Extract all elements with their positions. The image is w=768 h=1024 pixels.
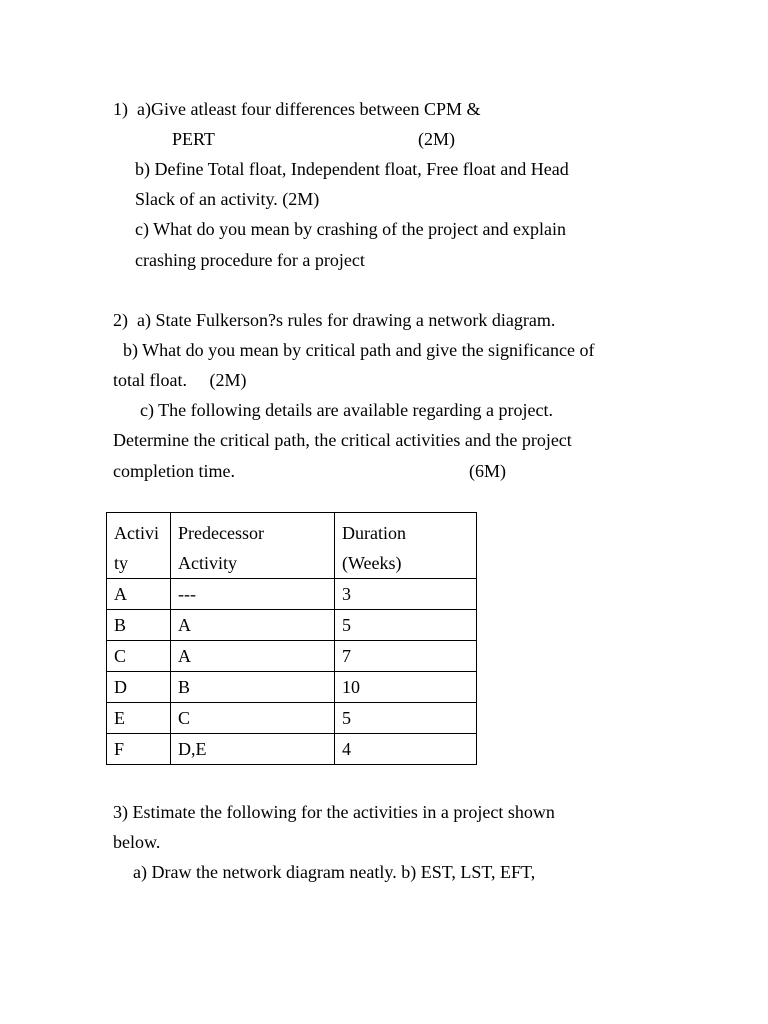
header-predecessor-line2: Activity — [178, 553, 237, 573]
cell-activity: F — [107, 734, 171, 765]
table-row — [107, 672, 477, 703]
cell-activity: B — [107, 610, 171, 641]
q3-line2: below. — [113, 832, 161, 852]
q1-a-marks: (2M) — [418, 129, 455, 149]
cell-predecessor: A — [171, 610, 335, 641]
header-duration-line2: (Weeks) — [342, 553, 402, 573]
q2-b-line1: b) What do you mean by critical path and give the significance of — [123, 340, 595, 360]
cell-duration: 5 — [335, 703, 477, 734]
cell-predecessor: C — [171, 703, 335, 734]
q1-b-line1: b) Define Total float, Independent float, Free float and Head — [135, 159, 569, 179]
cell-predecessor: D,E — [171, 734, 335, 765]
cell-predecessor: B — [171, 672, 335, 703]
q2-c-marks: (6M) — [469, 461, 506, 481]
cell-activity: D — [107, 672, 171, 703]
q1-b-line2: Slack of an activity. (2M) — [135, 189, 320, 209]
cell-duration: 10 — [335, 672, 477, 703]
cell-activity: C — [107, 641, 171, 672]
table-row — [107, 734, 477, 765]
q1-c-line1: c) What do you mean by crashing of the project and explain — [135, 219, 567, 239]
q3-line1: 3) Estimate the following for the activities in a project shown — [113, 802, 555, 822]
cell-duration: 3 — [335, 579, 477, 610]
cell-predecessor: --- — [171, 579, 335, 610]
q2-b-line2: total float. (2M) — [113, 370, 247, 390]
cell-activity: A — [107, 579, 171, 610]
header-duration — [335, 513, 477, 579]
q3-line3: a) Draw the network diagram neatly. b) EST, LST, EFT, — [133, 862, 536, 882]
cell-activity: E — [107, 703, 171, 734]
cell-duration: 7 — [335, 641, 477, 672]
header-predecessor — [171, 513, 335, 579]
table-row — [107, 579, 477, 610]
header-activity-line1: Activi — [114, 523, 159, 543]
q2-c-line1: c) The following details are available regarding a project. — [140, 400, 553, 420]
q2-a-line: 2) a) State Fulkerson?s rules for drawing a network diagram. — [113, 310, 556, 330]
table-row — [107, 641, 477, 672]
header-duration-line1: Duration — [342, 523, 406, 543]
header-activity — [107, 513, 171, 579]
header-predecessor-line1: Predecessor — [178, 523, 264, 543]
table-header-row — [107, 513, 477, 579]
header-activity-line2: ty — [114, 553, 129, 573]
q2-c-line3: completion time. — [113, 461, 235, 481]
q1-a-line1: 1) a)Give atleast four differences between CPM & — [113, 99, 481, 119]
table-row — [107, 610, 477, 641]
table-row — [107, 703, 477, 734]
activity-table — [106, 512, 477, 765]
q1-a-line2: PERT — [172, 129, 215, 149]
q2-c-line2: Determine the critical path, the critical activities and the project — [113, 430, 572, 450]
q1-c-line2: crashing procedure for a project — [135, 250, 365, 270]
cell-duration: 4 — [335, 734, 477, 765]
cell-duration: 5 — [335, 610, 477, 641]
cell-predecessor: A — [171, 641, 335, 672]
